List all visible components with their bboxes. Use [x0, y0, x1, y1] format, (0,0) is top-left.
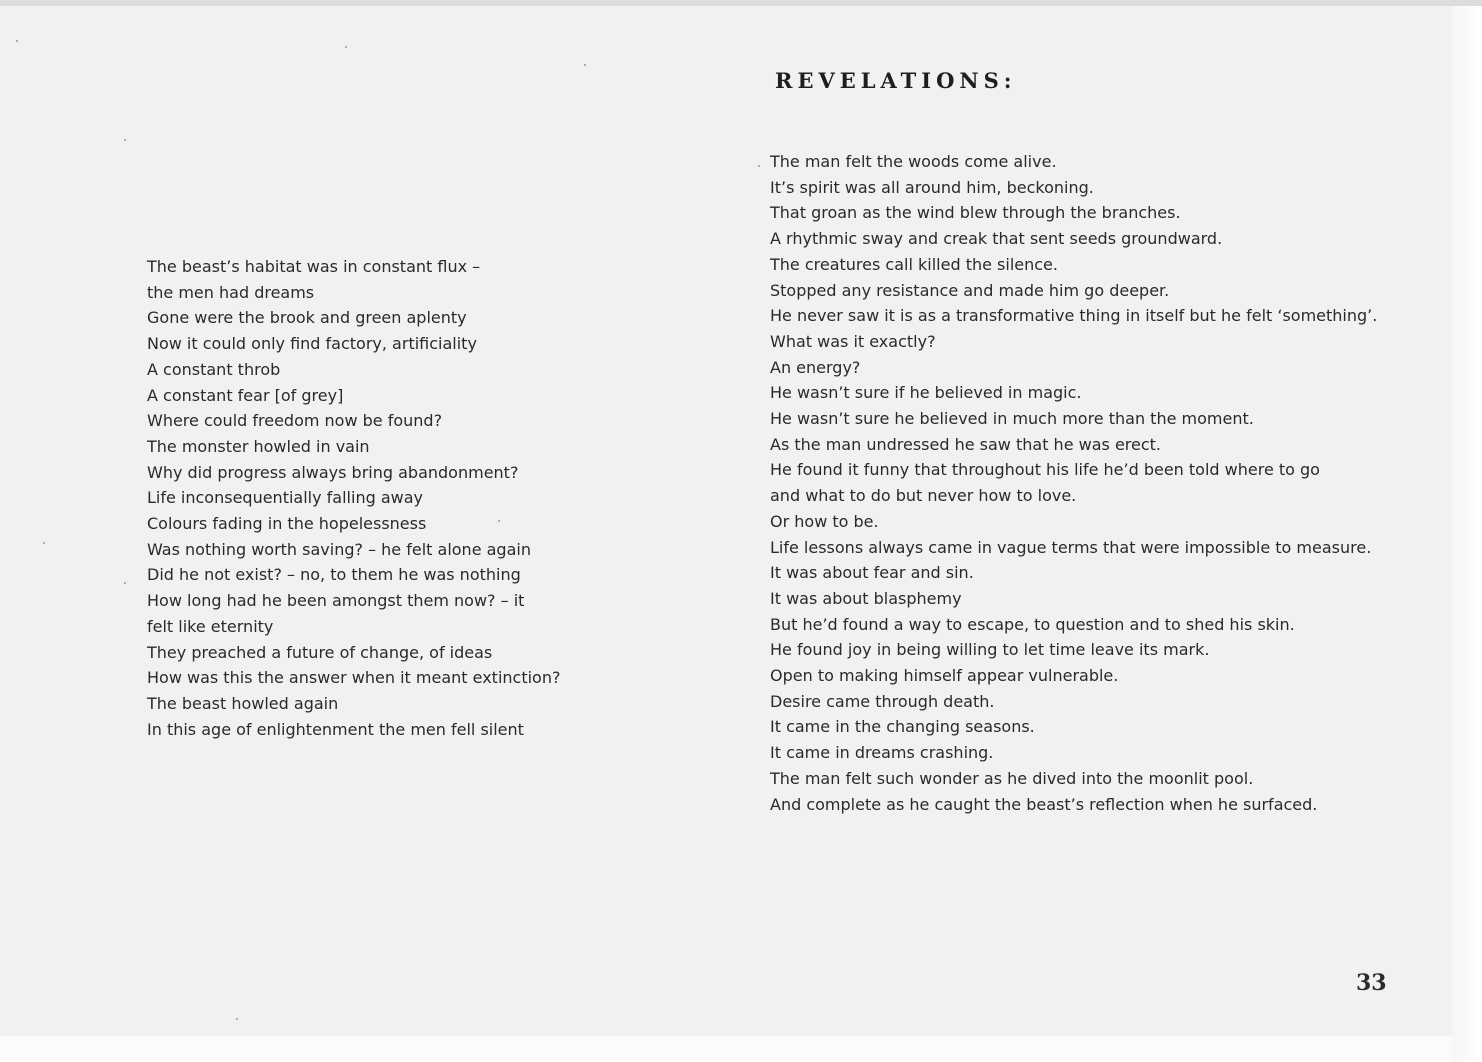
poem-line: The creatures call killed the silence. — [770, 254, 1058, 274]
scan-speck — [124, 582, 126, 584]
poem-line: How was this the answer when it meant extinction? — [147, 668, 561, 688]
poem-line: That groan as the wind blew through the branches. — [770, 203, 1181, 223]
poem-line: A constant fear [of grey] — [147, 385, 344, 405]
poem-line: Gone were the brook and green aplenty — [147, 308, 467, 328]
poem-line: As the man undressed he saw that he was erect. — [770, 434, 1162, 454]
poem-line: Life inconsequentially falling away — [147, 488, 423, 508]
scan-speck — [345, 46, 347, 48]
scan-speck — [758, 165, 760, 167]
poem-line: It came in dreams crashing. — [770, 743, 994, 763]
poem-line: Was nothing worth saving? – he felt alone again — [147, 539, 531, 559]
poem-line: Open to making himself appear vulnerable. — [770, 666, 1119, 686]
poem-title: REVELATIONS: — [775, 68, 1017, 93]
right-page-poem — [770, 149, 1377, 817]
poem-line: Stopped any resistance and made him go deeper. — [770, 280, 1170, 300]
poem-line: A rhythmic sway and creak that sent seeds groundward. — [770, 229, 1223, 249]
page-number: 33 — [1356, 970, 1387, 996]
poem-line: He never saw it is as a transformative thing in itself but he felt ‘something’. — [770, 306, 1378, 326]
poem-line: Where could freedom now be found? — [147, 411, 443, 431]
scan-speck — [584, 64, 586, 66]
scan-speck — [43, 542, 45, 544]
poem-line: He found joy in being willing to let time leave its mark. — [770, 640, 1210, 660]
left-page-poem — [147, 254, 560, 742]
poem-line: felt like eternity — [147, 616, 274, 636]
scan-speck — [236, 1018, 238, 1020]
scan-bottom-edge — [0, 1036, 1452, 1062]
poem-line: Now it could only find factory, artificiality — [147, 334, 477, 354]
poem-line: It was about fear and sin. — [770, 563, 974, 583]
poem-line: Life lessons always came in vague terms that were impossible to measure. — [770, 537, 1372, 557]
poem-line: In this age of enlightenment the men fell silent — [147, 719, 524, 739]
scan-speck — [124, 139, 126, 141]
poem-line: the men had dreams — [147, 282, 315, 302]
poem-line: How long had he been amongst them now? – it — [147, 591, 525, 611]
poem-line: The beast howled again — [147, 693, 339, 713]
poem-line: He wasn’t sure he believed in much more than the moment. — [770, 409, 1254, 429]
poem-line: Or how to be. — [770, 511, 879, 531]
poem-line: They preached a future of change, of ideas — [147, 642, 493, 662]
scan-speck — [16, 40, 18, 42]
poem-line: The man felt the woods come alive. — [770, 152, 1057, 171]
poem-line: It was about blasphemy — [770, 588, 962, 608]
poem-line: The beast’s habitat was in constant flux – — [147, 257, 481, 276]
poem-line: And complete as he caught the beast’s reflection when he surfaced. — [770, 794, 1318, 814]
poem-line: Desire came through death. — [770, 691, 995, 711]
poem-line: The monster howled in vain — [147, 436, 370, 456]
poem-line: What was it exactly? — [770, 331, 936, 351]
poem-line: Colours fading in the hopelessness — [147, 514, 427, 534]
poem-line: Why did progress always bring abandonment? — [147, 462, 519, 482]
poem-line: The man felt such wonder as he dived into the moonlit pool. — [770, 768, 1254, 788]
poem-line: He found it funny that throughout his life he’d been told where to go — [770, 460, 1320, 480]
scan-right-edge — [1452, 6, 1482, 1062]
poem-line: A constant throb — [147, 359, 281, 379]
poem-line: It came in the changing seasons. — [770, 717, 1035, 737]
poem-line: and what to do but never how to love. — [770, 486, 1077, 506]
poem-line: It’s spirit was all around him, beckoning. — [770, 177, 1094, 197]
poem-line: Did he not exist? – no, to them he was nothing — [147, 565, 521, 585]
poem-line: He wasn’t sure if he believed in magic. — [770, 383, 1082, 403]
poem-line: But he’d found a way to escape, to question and to shed his skin. — [770, 614, 1295, 634]
poem-line: An energy? — [770, 357, 861, 377]
